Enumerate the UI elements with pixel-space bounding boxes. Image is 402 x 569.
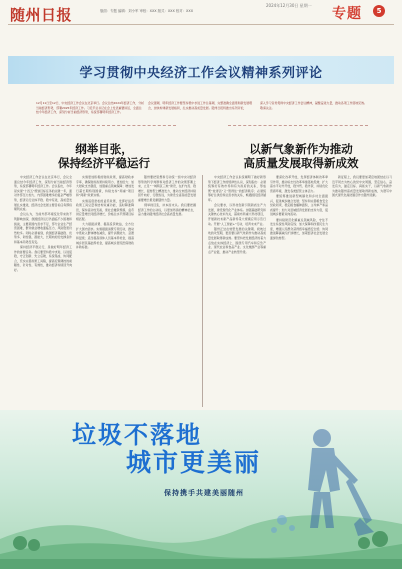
issue-date: 2024年12月30日 星期一 — [266, 3, 312, 8]
headline-line: 高质量发展取得新成效 — [243, 156, 359, 170]
page-number-badge: 5 — [373, 5, 385, 17]
article-paragraph: 会议认为，当前外部环境变化带来的不利影响加深，我国经济运行仍面临不少困难和挑战，主要是国内需求不足，部分企业生产经营困难，群众就业增收面临压力，风险隐患仍然较多。同时必须看到，我国经济基础稳、优势多、韧性强、潜能大，长期向好的支撑条件和基本趋势没有变。 — [14, 212, 72, 244]
article-column — [208, 175, 266, 407]
section-label: 专题 — [332, 6, 362, 22]
article-paragraph: 大力提振消费、提高投资效益，全方位扩大国内需求。实施提振消费专项行动，推动中低收入群体增收减负，提升消费能力、意愿和层级；适当提高退休人员基本养老金，提高城乡居民基础养老金，提高城乡居民医保财政补助标准。 — [76, 222, 134, 250]
intro-divider — [36, 125, 176, 127]
series-banner — [8, 56, 394, 84]
article-column — [76, 175, 134, 407]
intro-column: 会议强调，明年经济工作要坚持稳中求进工作总基调，完整准确全面贯彻新发展理念，加快构建新发展格局，扎实推动高质量发展。随州日报特推出系列评论， — [148, 101, 253, 110]
article-paragraph: 会议要求，以科技创新引领新质生产力发展，建设现代化产业体系。加强基础研究和关键核心技术攻关，超前布局重大科技项目，开展新技术新产品新场景大规模应用示范行动。开展“人工智能+”行动，培育未来产业。 — [208, 203, 266, 226]
article-headline — [212, 142, 390, 170]
article-headline — [20, 142, 188, 170]
column-divider — [202, 175, 203, 407]
article-column — [270, 175, 328, 407]
poster-subtitle: 保持携手共建美丽随州 — [164, 489, 244, 497]
intro-divider — [228, 125, 368, 127]
intro-column: 12月11日至12日，中央经济工作会议在北京举行。会议总结2024年经济工作，分析当前经济形势，部署2025年经济工作。习近平总书记在会上发表重要讲话，全面总结今年经济工作，深刻分析当前经济形势，系统部署明年经济工作。 — [36, 101, 144, 115]
article-column — [14, 175, 72, 407]
article-paragraph: 保持经济平稳运行，是做好明年经济工作的首要任务。我们要坚持稳中求进、以进促稳，守正创新、先立后破，系统集成、协同配合，充实完善政策工具箱，提高宏观调控的前瞻性、针对性、有效性，推动经济持续回升向好。 — [14, 245, 72, 273]
article-column — [332, 175, 392, 407]
staff-credits: 版面：专题 编辑：刘小军 审校：XXX 版式：XXX 校对：XXX — [100, 9, 194, 13]
article-paragraph: 实施更加积极的财政政策，提高财政赤字率，确保财政政策持续用力、更加给力；加大财政支出强度，加强重点领域保障；增加发行超长期特别国债，持续支持“两重”项目和“两新”政策实施。 — [76, 175, 134, 198]
article-paragraph: 随州要把思想和行动统一到中央对经济形势的科学判断和对经济工作的决策部署上来，立足“一城两区三地”建设，在扩内需、稳增长、促转型上精准发力，推动全市经济持续回升向好、行稳致远，为建设全省高质量发展重要增长极贡献随州力量。 — [138, 175, 196, 202]
article-paragraph: 随州正处在转型发展的关键期、爬坡过坎的攻坚期，更需要以新气象新作为推动高质量发展取得新成效。要坚持把发展经济的着力点放在实体经济上，围绕专用汽车和应急产业、现代农业和食品产业、文化旅游产业等重点产业链，推动产业转型升级。 — [208, 226, 266, 254]
headline-line: 以新气象新作为推动 — [249, 142, 353, 156]
article-paragraph: 中央经济工作会议在北京举行，会议全面总结今年经济工作，深刻分析当前经济形势，系统部署明年经济工作。会议指出，今年是实现“十四五”规划目标任务的关键一年，面对外部压力加大、内部困难增多的复杂严峻形势，经济运行总体平稳、稳中有进，高质量发展扎实推进，经济社会发展主要目标任务即将顺利完成。 — [14, 175, 72, 212]
series-title: 学习贯彻中央经济工作会议精神系列评论 — [79, 66, 323, 81]
article-paragraph: 新征程上，我们要更加紧密地团结在以习近平同志为核心的党中央周围，坚定信心、奋发有为，锚定目标、真抓实干，以新气象新作为推动随州高质量发展取得新成效，为谱写中国式现代化湖北篇章作出随州贡献。 — [332, 175, 392, 198]
masthead-meta — [100, 3, 320, 14]
article-paragraph: 要深化改革开放，发挥经济体制改革牵引作用，推动标志性改革举措落地见效；扩大高水平对外开放，稳外贸、稳外资，持续优化营商环境，激发各类经营主体活力。 — [270, 175, 328, 193]
article-paragraph: 实施适度宽松的货币政策，发挥好货币政策工具总量和结构双重功能，适时降准降息，保持流动性充裕，使社会融资规模、货币供应量增长同经济增长、价格总水平预期目标相匹配。 — [76, 198, 134, 221]
headline-line: 纲举目张， — [75, 142, 133, 156]
article-paragraph: 要统筹推进新型城镇化和乡村全面振兴，促进城乡融合发展；坚持和完善粮食安全党政同责，稳定粮食播种面积，主攻单产和品质提升；加大对县域经济发展的支持力度，促进城乡要素双向流动。 — [270, 193, 328, 217]
article-column — [138, 175, 196, 407]
masthead — [0, 0, 402, 38]
street-sweeper-icon — [262, 420, 374, 540]
headline-line: 保持经济平稳运行 — [58, 156, 150, 170]
poster-slogan-line: 城市更美丽 — [126, 448, 262, 477]
article-paragraph: 要持续防范化解重点领域风险，守住不发生系统性风险底线；加大保障和改善民生力度，增强人民群众获得感幸福感安全感；协同推进降碳减污扩绿增长，加紧经济社会发展全面绿色转型。 — [270, 217, 328, 240]
masthead-divider — [8, 24, 394, 25]
poster-slogan-line: 垃圾不落地 — [72, 421, 202, 449]
article-paragraph: 纲举则目张，执本而末从。我们要把握经济工作的主动权，以更加昂扬的精神状态，奋力推动随州经济社会高质量发展。 — [138, 203, 196, 217]
series-intro — [36, 101, 368, 121]
article-paragraph: 中央经济工作会议系统阐明了做好新形势下经济工作的规律性认识，深刻指出：必须统筹好有效市场和有为政府的关系，形成既“放得活”又“管得住”的经济秩序；必须统筹好总供给和总需求的关系，畅通国民经济循环。 — [208, 175, 266, 202]
newspaper-logo: 随州日报 — [10, 6, 73, 24]
intro-column: 深入学习宣传贯彻中央经济工作会议精神，凝聚奋进力量，推动各项工作落地见效。敬请关注。 — [260, 101, 367, 110]
